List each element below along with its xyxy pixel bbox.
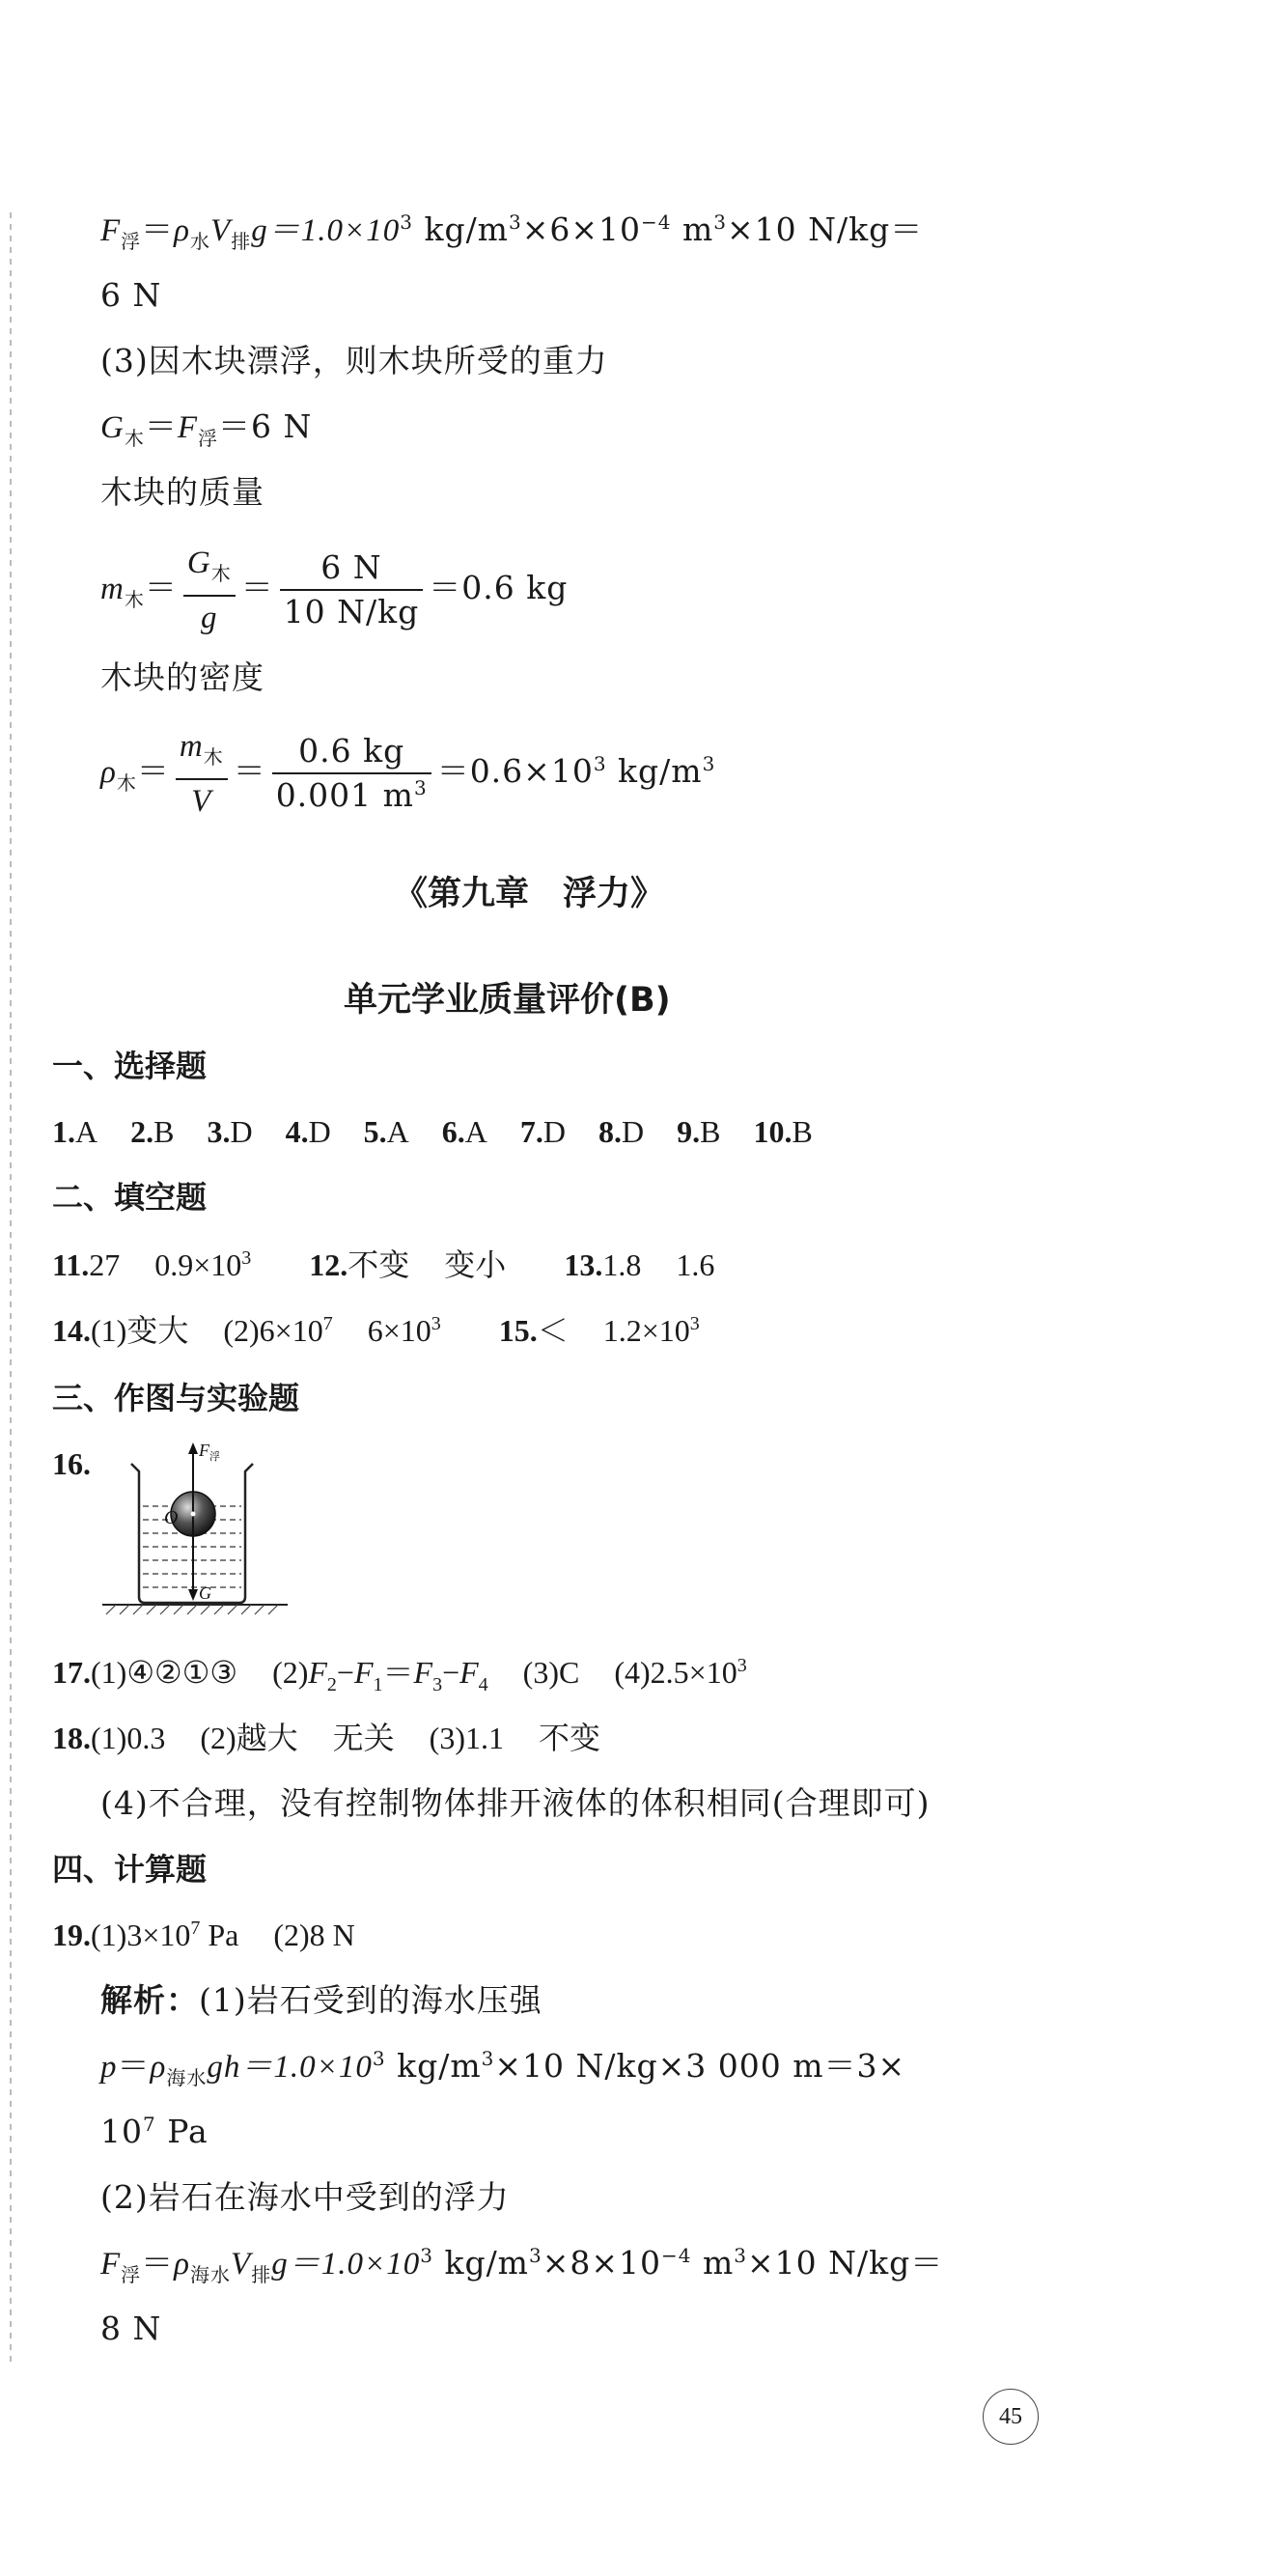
buoyancy-result: 6 N bbox=[100, 276, 162, 314]
unit-title: 单元学业质量评价(B) bbox=[344, 981, 671, 1020]
fill-answers-row2: 14.(1)变大 $(2)6\times 10^7$ $6\times 10^3$ $15.< 1.2\times 10^3$ bbox=[52, 1313, 700, 1348]
q19-answer: $19.(1)3\times 10^7$ Pa (2)8 N bbox=[52, 1918, 355, 1952]
fraction: $\frac{0.6 kg}{0.001 m^3}$ bbox=[272, 732, 431, 815]
answer-letter: D bbox=[230, 1114, 253, 1149]
section-heading-experiment: 三、作图与实验题 bbox=[52, 1380, 300, 1416]
choice-answer bbox=[207, 1114, 252, 1149]
answer-letter: B bbox=[700, 1114, 721, 1149]
question-number: 5. bbox=[363, 1114, 387, 1149]
question-number: 2. bbox=[130, 1114, 154, 1149]
q16-number: 16. bbox=[52, 1446, 91, 1481]
answer-letter: D bbox=[622, 1114, 645, 1149]
mass-label: 木块的质量 bbox=[100, 473, 264, 511]
q19-analysis-2: (2)岩石在海水中受到的浮力 bbox=[100, 2178, 510, 2216]
answer-letter: D bbox=[542, 1114, 566, 1149]
page-number: 45 bbox=[983, 2389, 1039, 2445]
choice-answer bbox=[442, 1114, 487, 1149]
choice-answers bbox=[52, 1112, 846, 1151]
label-buoyant-sub: 浮 bbox=[209, 1450, 220, 1463]
mass-equation: $m_木=$ $\frac{G_木}{g}$ ＝ $\frac{6 N}{10 N/kg}$ ＝0.6 kg bbox=[100, 543, 568, 637]
step-3-text: (3)因木块漂浮，则木块所受的重力 bbox=[100, 342, 608, 379]
pressure-equation: $p=\rho_{海水}gh=1.0\times 10^3$ $kg/m^3\times 10$ N/kg×3 000 m＝3× bbox=[100, 2047, 906, 2089]
question-number: 1. bbox=[52, 1114, 75, 1149]
choice-answer bbox=[130, 1114, 174, 1149]
question-number: 3. bbox=[207, 1114, 231, 1149]
choice-answer bbox=[286, 1114, 331, 1149]
label-buoyant-force: F bbox=[199, 1441, 209, 1460]
choice-answer bbox=[677, 1114, 720, 1149]
margin-rule bbox=[10, 212, 12, 2366]
q18-part4: (4)不合理，没有控制物体排开液体的体积相同(合理即可) bbox=[100, 1784, 931, 1822]
question-number: 6. bbox=[441, 1114, 465, 1149]
fraction: $\frac{m_木}{V}$ bbox=[176, 726, 228, 821]
fraction: $\frac{G_木}{g}$ bbox=[183, 543, 236, 637]
label-gravity: G bbox=[199, 1583, 211, 1603]
answer-letter: A bbox=[386, 1114, 409, 1149]
weight-equation: $G_木=F_浮=6$ N bbox=[100, 407, 313, 450]
q18-answer: 18.(1)0.3 (2)越大 无关 (3)1.1 不变 bbox=[52, 1721, 600, 1755]
section-heading-choice: 一、选择题 bbox=[52, 1048, 208, 1084]
buoyancy-seawater-result: 8 N bbox=[100, 2310, 162, 2347]
answer-letter: D bbox=[308, 1114, 331, 1149]
question-number: 8. bbox=[598, 1114, 622, 1149]
section-heading-fill: 二、填空题 bbox=[52, 1179, 208, 1216]
density-equation: $\rho_木=$ $\frac{m_木}{V}$ ＝ $\frac{0.6 kg}{0.001 m^3}$ $=0.6\times 10^3$ $kg/m^3$ bbox=[100, 726, 715, 821]
question-number: 7. bbox=[519, 1114, 543, 1149]
choice-answer bbox=[753, 1114, 812, 1149]
choice-answer bbox=[520, 1114, 566, 1149]
choice-answer bbox=[364, 1114, 409, 1149]
question-number: 9. bbox=[677, 1114, 701, 1149]
answer-letter: A bbox=[75, 1114, 98, 1149]
question-number: 10. bbox=[753, 1114, 792, 1149]
answer-letter: B bbox=[153, 1114, 175, 1149]
buoyancy-seawater-equation: $F_浮=\rho_{海水}V_排g=1.0\times 10^3$ $kg/m^3\times 8\times 10^{-4}$ $m^3\times 10$ N/kg＝ bbox=[100, 2244, 944, 2286]
fraction: $\frac{6 N}{10 N/kg}$ bbox=[280, 548, 424, 631]
density-label: 木块的密度 bbox=[100, 658, 264, 696]
buoyancy-force-diagram bbox=[97, 1439, 309, 1622]
q19-analysis-1: 解析：(1)岩石受到的海水压强 bbox=[100, 1981, 542, 2019]
chapter-title: 《第九章 浮力》 bbox=[394, 875, 665, 913]
section-heading-calculation: 四、计算题 bbox=[52, 1851, 208, 1888]
q17-answer: 17.(1)④②①③ $(2)F_2-F_1=F_3-F_4$ (3)C $(4)2.5\times 10^3$ bbox=[52, 1655, 747, 1695]
label-center-o: O bbox=[164, 1507, 179, 1528]
question-number: 4. bbox=[285, 1114, 309, 1149]
answer-letter: A bbox=[464, 1114, 487, 1149]
choice-answer bbox=[52, 1114, 97, 1149]
choice-answer bbox=[598, 1114, 644, 1149]
answer-letter: B bbox=[792, 1114, 813, 1149]
pressure-result: $10^7$ Pa bbox=[100, 2113, 209, 2150]
fill-answers-row1: 11.27 $0.9\times 10^3$ 12.不变 变小 13.1.8 1.6 bbox=[52, 1247, 715, 1282]
buoyancy-formula-line: $F_浮=\rho_水V_排g=1.0\times 10^3$ $kg/m^3\times 6\times 10^{-4}$ $m^3\times 10$ N/kg＝ bbox=[100, 210, 924, 253]
